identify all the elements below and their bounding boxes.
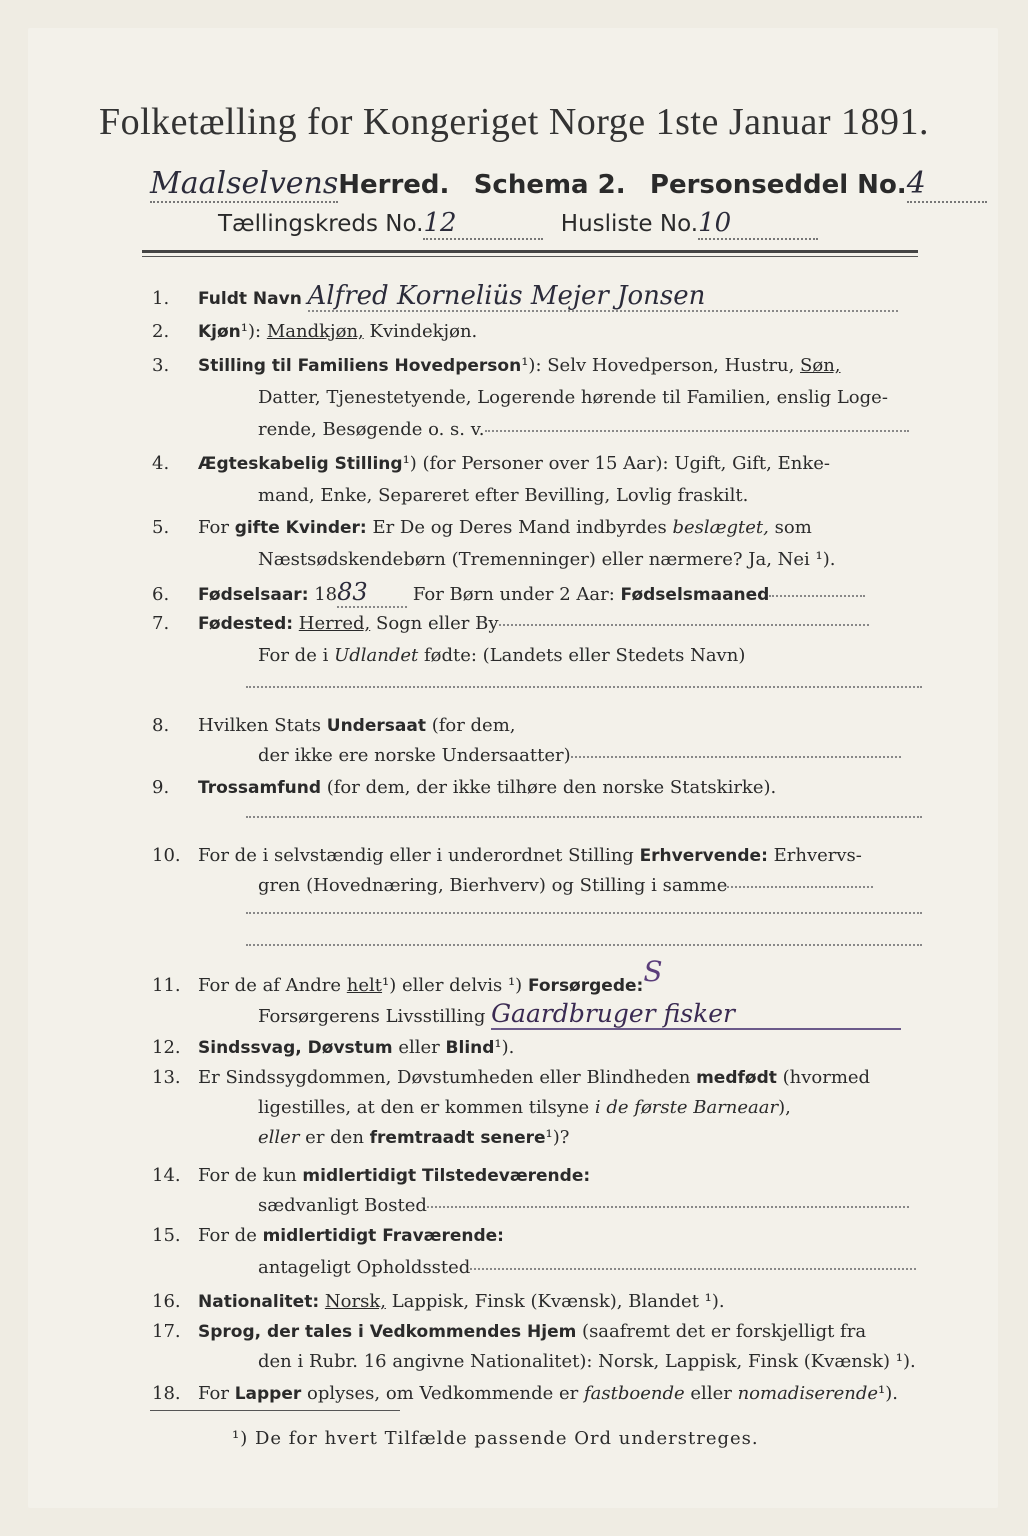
item-5: 5. For gifte Kvinder: Er De og Deres Mand indbyrdes beslægtet, som — [152, 517, 812, 538]
supporter-occupation-value: Gaardbruger fisker — [491, 1000, 901, 1030]
header-line-herred — [150, 166, 987, 203]
footnote-rule — [150, 1410, 400, 1411]
item-9: 9. Trossamfund (for dem, der ikke tilhøre den norske Statskirke). — [152, 777, 777, 798]
item-18: 18. For Lapper oplyses, om Vedkommende er fastboende eller nomadiserende¹). — [152, 1383, 898, 1404]
item-14: 14. For de kun midlertidigt Tilstedeværende: — [152, 1165, 591, 1186]
item-12: 12. Sindssvag, Døvstum eller Blind¹). — [152, 1037, 515, 1058]
herred-label: Herred. — [338, 170, 450, 200]
header-rule-thin — [142, 256, 918, 257]
birth-year-value: 83 — [337, 578, 407, 608]
item-3: 3. Stilling til Familiens Hovedperson¹): Selv Hovedperson, Hustru, Søn, — [152, 355, 841, 376]
item-13: 13. Er Sindssygdommen, Døvstumheden eller Blindheden medfødt (hvormed — [152, 1067, 871, 1088]
kreds-label: Tællingskreds No. — [218, 211, 424, 237]
header-rule-thick — [142, 250, 918, 253]
item-6: 6. Fødselsaar: 1883 For Børn under 2 Aar: Fødselsmaaned — [152, 578, 932, 609]
item-1: 1. Fuldt Navn Alfred Korneliüs Mejer Jonsen — [152, 282, 932, 313]
herred-name: Maalselvens — [150, 166, 339, 201]
item-10: 10. For de i selvstændig eller i underordnet Stilling Erhvervende: Erhvervs- — [152, 845, 862, 866]
footnote: ¹) De for hvert Tilfælde passende Ord understreges. — [232, 1428, 759, 1449]
personseddel-label: Personseddel No. — [649, 170, 907, 200]
schema-label: Schema 2. — [473, 170, 626, 200]
family-position-selected: Søn, — [800, 355, 841, 376]
item-7: 7. Fødested: Herred, Sogn eller By — [152, 610, 932, 638]
personseddel-number: 4 — [907, 166, 987, 203]
item-4: 4. Ægteskabelig Stilling¹) (for Personer over 15 Aar): Ugift, Gift, Enke- — [152, 453, 830, 474]
header-line-kreds — [218, 208, 818, 240]
full-name-value: Alfred Korneliüs Mejer Jonsen — [308, 282, 898, 312]
item-8: 8. Hvilken Stats Undersaat (for dem, — [152, 715, 516, 736]
item-17: 17. Sprog, der tales i Vedkommendes Hjem (saafremt det er forskjelligt fra — [152, 1321, 867, 1342]
item-15: 15. For de midlertidigt Fraværende: — [152, 1225, 504, 1246]
husliste-label: Husliste No. — [560, 211, 699, 237]
form-title: Folketælling for Kongeriget Norge 1ste Januar 1891. — [98, 101, 930, 143]
item-16: 16. Nationalitet: Norsk, Lappisk, Finsk (Kvænsk), Blandet ¹). — [152, 1291, 725, 1312]
supported-selected: helt — [346, 975, 383, 996]
item-11: 11. For de af Andre helt¹) eller delvis ¹) Forsørgede:S — [152, 955, 663, 996]
supported-mark: S — [643, 955, 663, 988]
item-2: 2. Kjøn¹): Mandkjøn, Kvindekjøn. — [152, 321, 478, 342]
kreds-number: 12 — [423, 208, 543, 240]
nationality-selected: Norsk, — [324, 1291, 386, 1312]
gender-selected: Mandkjøn, — [266, 321, 364, 342]
birthplace-selected: Herred, — [298, 613, 371, 634]
husliste-number: 10 — [698, 208, 818, 240]
